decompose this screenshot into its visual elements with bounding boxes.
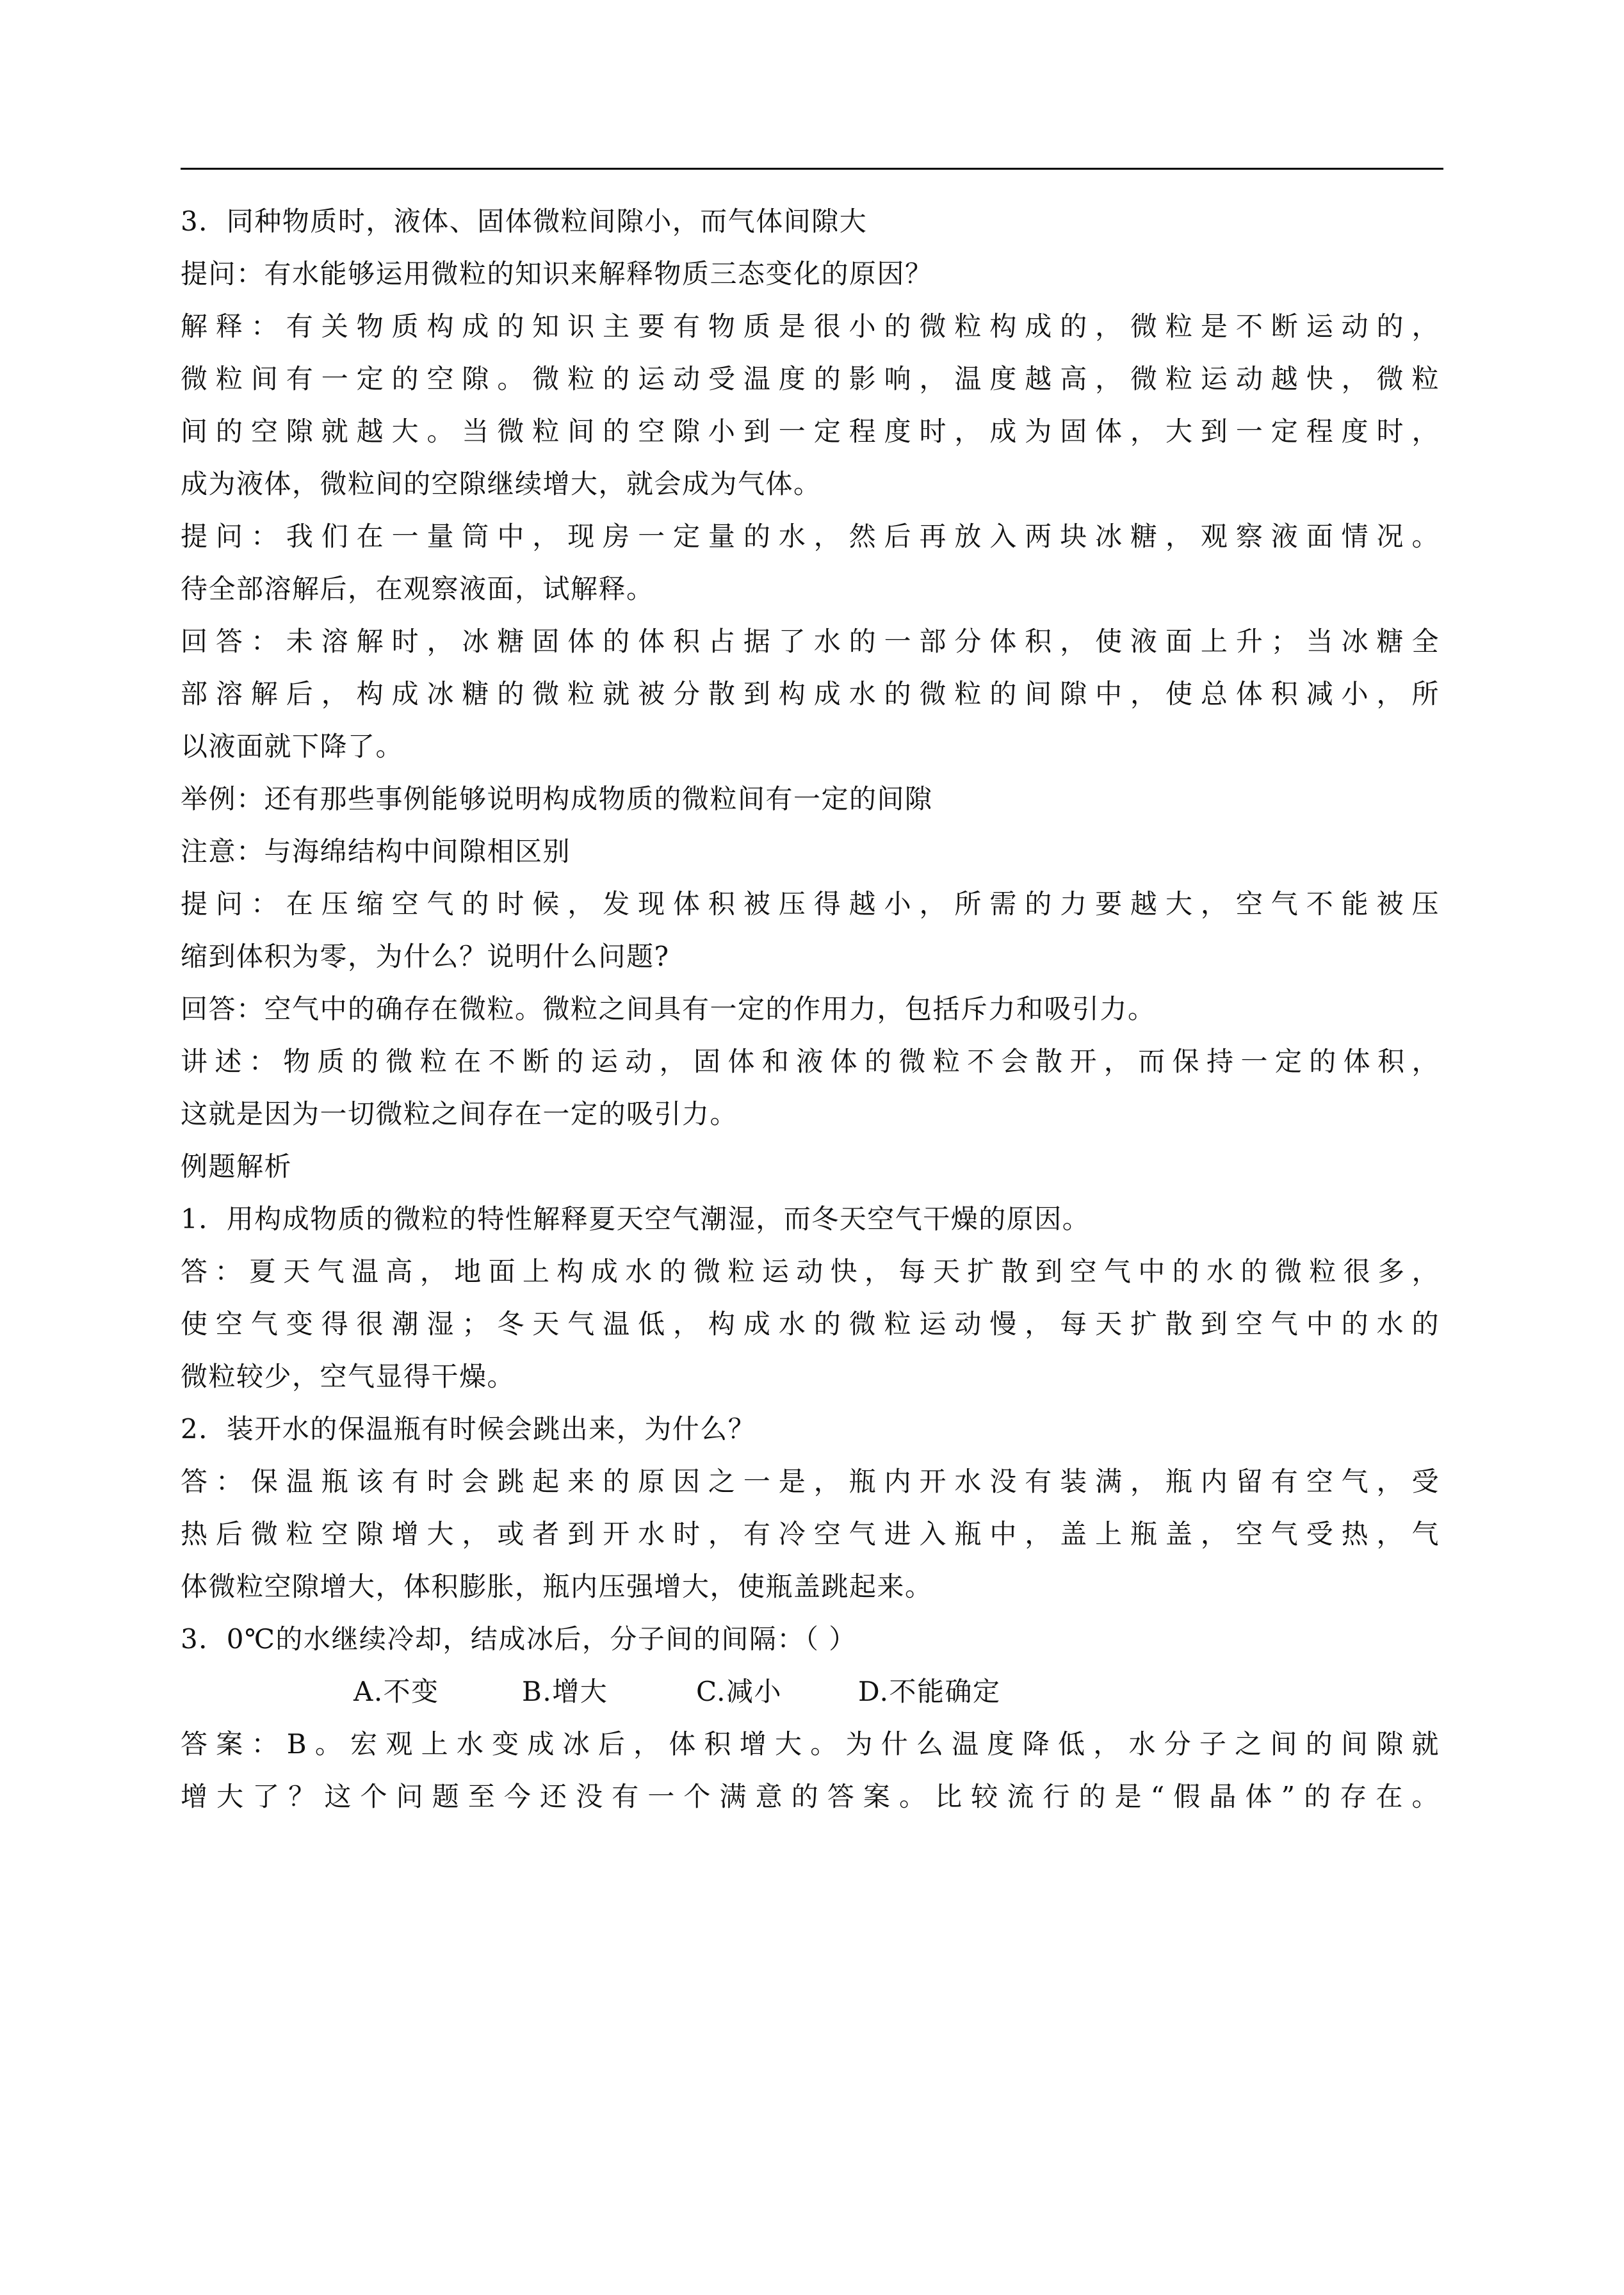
text-line: 3．同种物质时，液体、固体微粒间隙小，而气体间隙大: [181, 206, 868, 237]
answer-line: 增大了？这个问题至今还没有一个满意的答案。比较流行的是“假晶体”的存在。: [181, 1781, 1440, 1812]
option-a: A.不变: [353, 1676, 439, 1707]
question-line: 1．用构成物质的微粒的特性解释夏天空气潮湿，而冬天空气干燥的原因。: [181, 1203, 1091, 1235]
text-line: 间的空隙就越大。当微粒间的空隙小到一定程度时，成为固体，大到一定程度时，: [181, 416, 1440, 447]
option-c: C.减小: [696, 1676, 782, 1707]
text-line: 解释：有关物质构成的知识主要有物质是很小的微粒构成的，微粒是不断运动的，: [181, 311, 1440, 342]
text-line: 体微粒空隙增大，体积膨胀，瓶内压强增大，使瓶盖跳起来。: [181, 1571, 933, 1602]
header-rule: [181, 168, 1443, 170]
text-line: 使空气变得很潮湿；冬天气温低，构成水的微粒运动慢，每天扩散到空气中的水的: [181, 1308, 1440, 1340]
answer-line: 答案：B。宏观上水变成冰后，体积增大。为什么温度降低，水分子之间的间隙就: [181, 1728, 1440, 1760]
answer-options: [181, 1666, 1440, 1718]
text-line: 举例：还有那些事例能够说明构成物质的微粒间有一定的间隙: [181, 783, 933, 815]
text-line: 答：夏天气温高，地面上构成水的微粒运动快，每天扩散到空气中的水的微粒很多，: [181, 1256, 1440, 1287]
text-line: 成为液体，微粒间的空隙继续增大，就会成为气体。: [181, 468, 822, 499]
text-line: 微粒间有一定的空隙。微粒的运动受温度的影响，温度越高，微粒运动越快，微粒: [181, 363, 1440, 394]
text-line: 讲述：物质的微粒在不断的运动，固体和液体的微粒不会散开，而保持一定的体积，: [181, 1046, 1440, 1077]
text-line: 提问：有水能够运用微粒的知识来解释物质三态变化的原因？: [181, 258, 933, 289]
text-line: 微粒较少，空气显得干燥。: [181, 1361, 516, 1392]
question-line: 2．装开水的保温瓶有时候会跳出来，为什么？: [181, 1413, 756, 1445]
text-line: 提问：我们在一量筒中，现房一定量的水，然后再放入两块冰糖，观察液面情况。: [181, 521, 1440, 552]
text-line: 回答：未溶解时，冰糖固体的体积占据了水的一部分体积，使液面上升；当冰糖全: [181, 626, 1440, 657]
text-line: 这就是因为一切微粒之间存在一定的吸引力。: [181, 1098, 738, 1130]
text-line: 热后微粒空隙增大，或者到开水时，有冷空气进入瓶中，盖上瓶盖，空气受热，气: [181, 1518, 1440, 1550]
text-line: 注意：与海绵结构中间隙相区别: [181, 836, 571, 867]
option-d: D.不能确定: [858, 1676, 1001, 1707]
text-line: 答：保温瓶该有时会跳起来的原因之一是，瓶内开水没有装满，瓶内留有空气，受: [181, 1466, 1440, 1497]
option-b: B.增大: [522, 1676, 608, 1707]
document-body: [181, 195, 1440, 1823]
text-line: 缩到体积为零，为什么？说明什么问题?: [181, 941, 670, 972]
section-heading: 例题解析: [181, 1151, 293, 1182]
text-line: 提问：在压缩空气的时候，发现体积被压得越小，所需的力要越大，空气不能被压: [181, 888, 1440, 920]
text-line: 以液面就下降了。: [181, 731, 404, 762]
text-line: 待全部溶解后，在观察液面，试解释。: [181, 573, 654, 604]
text-line: 回答：空气中的确存在微粒。微粒之间具有一定的作用力，包括斥力和吸引力。: [181, 993, 1156, 1025]
question-line: 3．0℃的水继续冷却，结成冰后，分子间的间隔：（ ）: [181, 1623, 857, 1655]
text-line: 部溶解后，构成冰糖的微粒就被分散到构成水的微粒的间隙中，使总体积减小，所: [181, 678, 1440, 710]
